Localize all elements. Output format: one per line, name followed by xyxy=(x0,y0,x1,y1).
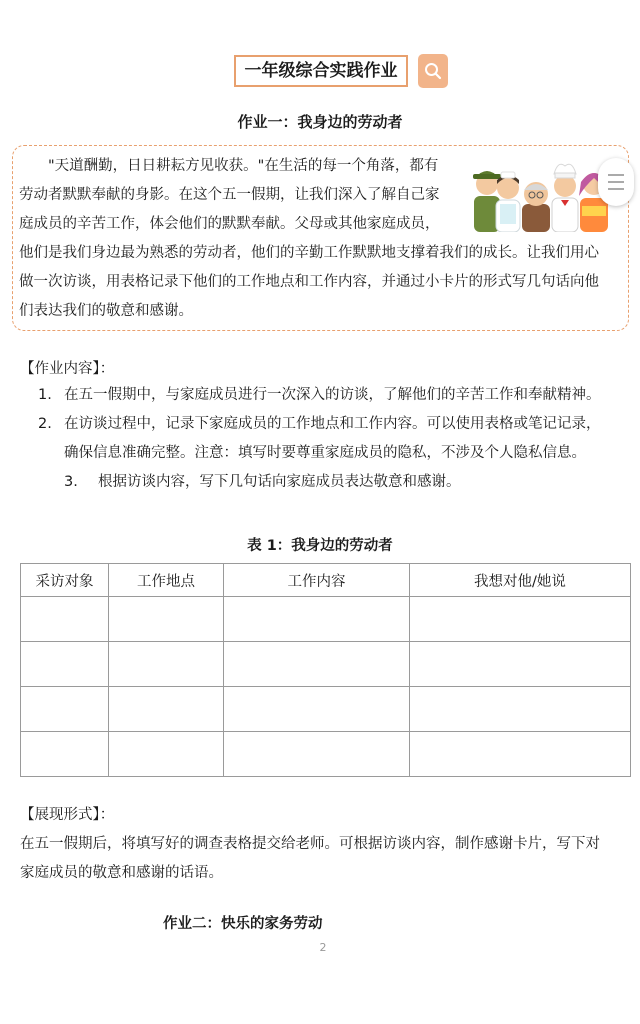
form-line: 在五一假期后，将填写好的调查表格提交给老师。可根据访谈内容，制作感谢卡片，写下对 xyxy=(20,836,600,852)
table-row xyxy=(21,597,631,642)
intro-line: 庭成员的辛苦工作，体会他们的默默奉献。父母或其他家庭成员， xyxy=(19,216,440,232)
list-text: 根据访谈内容，写下几句话向家庭成员表达敬意和感谢。 xyxy=(98,474,461,490)
table-cell[interactable] xyxy=(109,597,224,642)
table-cell[interactable] xyxy=(224,687,410,732)
table-cell[interactable] xyxy=(224,642,410,687)
header xyxy=(0,54,640,90)
chef-figure xyxy=(552,164,578,232)
list-text-continued: 确保信息准确完整。注意：填写时要尊重家庭成员的隐私，不涉及个人隐私信息。 xyxy=(64,445,586,461)
table-cell[interactable] xyxy=(21,732,109,777)
list-text: 在访谈过程中，记录下家庭成员的工作地点和工作内容。可以使用表格或笔记记录， xyxy=(64,416,601,432)
list-number: 1. xyxy=(38,387,52,403)
list-item xyxy=(38,381,628,410)
search-button[interactable] xyxy=(418,54,448,88)
table-row xyxy=(21,687,631,732)
intro-line: 他们是我们身边最为熟悉的劳动者，他们的辛勤工作默默地支撑着我们的成长。让我们用心 xyxy=(19,245,599,261)
list-item xyxy=(38,410,628,468)
intro-line: 们表达我们的敬意和感谢。 xyxy=(19,303,193,319)
table-cell[interactable] xyxy=(109,687,224,732)
assignment1-title: 作业一：我身边的劳动者 xyxy=(237,113,403,131)
table-cell[interactable] xyxy=(410,642,631,687)
intro-line: "天道酬勤，日日耕耘方见收获。"在生活的每一个角落，都有 xyxy=(48,158,439,174)
list-number: 2. xyxy=(38,416,52,432)
form-heading: 【展现形式】： xyxy=(20,807,115,823)
table-cell[interactable] xyxy=(21,597,109,642)
scroll-handle[interactable] xyxy=(598,158,634,206)
column-header: 工作内容 xyxy=(224,564,410,597)
list-item xyxy=(38,468,628,497)
page-title: 一年级综合实践作业 xyxy=(234,55,408,87)
form-paragraph xyxy=(20,830,630,888)
column-header: 工作地点 xyxy=(109,564,224,597)
column-header: 采访对象 xyxy=(21,564,109,597)
assignment2-title: 作业二：快乐的家务劳动 xyxy=(163,916,323,932)
table-cell[interactable] xyxy=(21,687,109,732)
table-row xyxy=(21,732,631,777)
search-icon xyxy=(424,62,442,80)
table-cell[interactable] xyxy=(109,642,224,687)
table-cell[interactable] xyxy=(224,732,410,777)
table-cell[interactable] xyxy=(21,642,109,687)
page-number: 2 xyxy=(319,941,327,954)
elder-figure xyxy=(522,182,550,232)
list-number: 3. xyxy=(64,474,78,490)
form-line: 家庭成员的敬意和感谢的话语。 xyxy=(20,865,223,881)
table-header-row xyxy=(21,564,631,597)
intro-box xyxy=(12,145,629,331)
nurse-figure xyxy=(496,172,520,232)
table-cell[interactable] xyxy=(410,597,631,642)
workers-illustration xyxy=(468,156,618,232)
content-heading: 【作业内容】： xyxy=(20,361,115,377)
labor-table xyxy=(20,563,631,777)
table-cell[interactable] xyxy=(224,597,410,642)
list-text: 在五一假期中，与家庭成员进行一次深入的访谈，了解他们的辛苦工作和奉献精神。 xyxy=(64,387,601,403)
table-cell[interactable] xyxy=(109,732,224,777)
intro-line: 做一次访谈，用表格记录下他们的工作地点和工作内容，并通过小卡片的形式写几句话向他 xyxy=(19,274,599,290)
requirement-list xyxy=(38,381,628,497)
table-cell[interactable] xyxy=(410,687,631,732)
intro-line: 劳动者默默奉献的身影。在这个五一假期，让我们深入了解自己家 xyxy=(19,187,440,203)
table-title: 表 1：我身边的劳动者 xyxy=(247,538,393,554)
table-cell[interactable] xyxy=(410,732,631,777)
column-header: 我想对他/她说 xyxy=(410,564,631,597)
table-row xyxy=(21,642,631,687)
